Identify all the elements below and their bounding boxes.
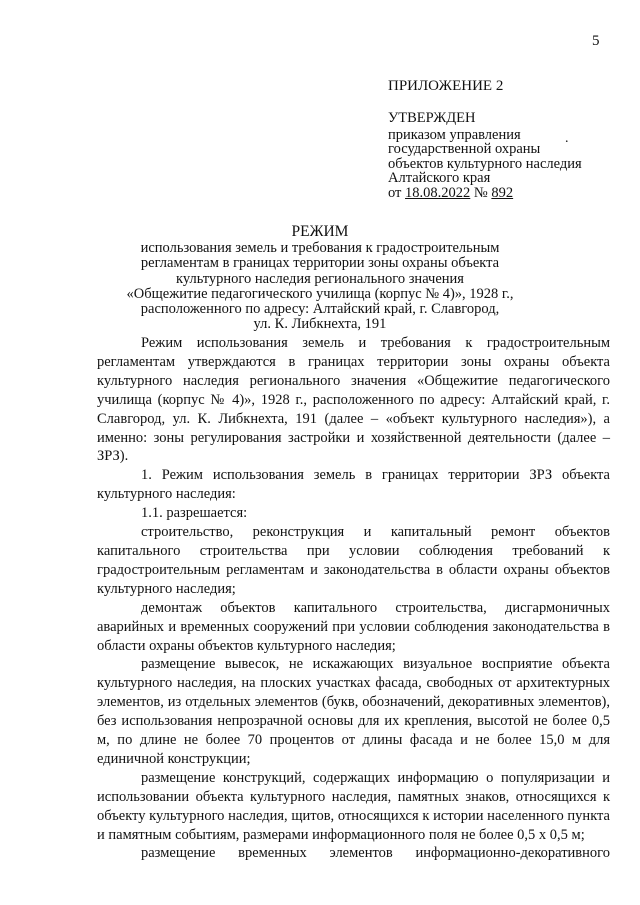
title-line: регламентам в границах территории зоны охраны объекта [140, 255, 500, 272]
approved-line: Алтайского края [388, 170, 491, 186]
page-number: 5 [592, 33, 600, 49]
section-1-1-paragraph: 1.1. разрешается: [141, 505, 248, 522]
title-line: расположенного по адресу: Алтайский край, г. Славгород, [140, 301, 500, 318]
number-prefix: № [473, 184, 488, 201]
approval-number: 892 [491, 184, 514, 201]
list-item: демонтаж объектов капитального строительства, дисгармоничных аварийных и временных сооружений при условии соблюдения законодательства в области охраны объектов культурного наследия; [97, 599, 610, 654]
list-item: размещение временных элементов информационно-декоративного [141, 845, 610, 862]
document-body [97, 334, 610, 863]
list-item: размещение вывесок, не искажающих визуальное восприятие объекта культурного наследия, на плоских участках фасада, свободных от архитектурных элементов, из отдельных элементов (букв, обозначений, декоративных элементов), без использования непрозрачной основы для их крепления, высотой не более 0,5 м, по длине не более 70 процентов от длины фасада и не более 15,0 м для единичной конструкции; [97, 656, 610, 767]
approval-date: 18.08.2022 [405, 184, 471, 201]
approved-title: УТВЕРЖДЕН [388, 110, 476, 126]
intro-paragraph: Режим использования земель и требования к градостроительным регламентам утверждаются в границах территории зоны охраны объекта культурного наследия регионального значения «Общежитие педагогического училища (корпус № 4)», 1928 г., расположенного по адресу: Алтайский край, г. Славгород, ул. К. Либкнехта, 191 (далее – «объект культурного наследия»), а именно: зоны регулирования застройки и хозяйственной деятельности (далее –ЗРЗ). [97, 335, 610, 465]
title-line: культурного наследия регионального значения [176, 270, 464, 287]
appendix-heading: ПРИЛОЖЕНИЕ 2 [388, 78, 504, 94]
title-line: ул. К. Либкнехта, 191 [253, 316, 387, 333]
approved-line: объектов культурного наследия [388, 155, 582, 172]
section-1-paragraph: 1. Режим использования земель в границах территории ЗРЗ объекта культурного наследия: [97, 467, 610, 503]
title-line: «Общежитие педагогического училища (корпус № 4)», 1928 г., [126, 285, 514, 302]
approved-line: государственной охраны [388, 141, 541, 157]
approval-date-line [388, 186, 582, 201]
approval-block [388, 111, 582, 200]
list-item: строительство, реконструкция и капитальный ремонт объектов капитального строительства при условии соблюдения требований к градостроительным регламентам и законодательства в области охраны объектов культурного наследия; [97, 524, 610, 597]
list-item: размещение конструкций, содержащих информацию о популяризации и использовании объекта культурного наследия, памятных знаков, относящихся к объекту культурного наследия, щитов, относящихся к истории населенного пункта и памятным событиям, размерами информационного поля не более 0,5 х 0,5 м; [97, 769, 610, 843]
title-line: использования земель и требования к градостроительным [140, 240, 500, 257]
title-main: РЕЖИМ [291, 223, 349, 240]
stray-dot: . [565, 131, 569, 146]
date-prefix: от [388, 184, 402, 201]
approved-line: приказом управления [388, 126, 521, 143]
document-title [80, 224, 560, 332]
